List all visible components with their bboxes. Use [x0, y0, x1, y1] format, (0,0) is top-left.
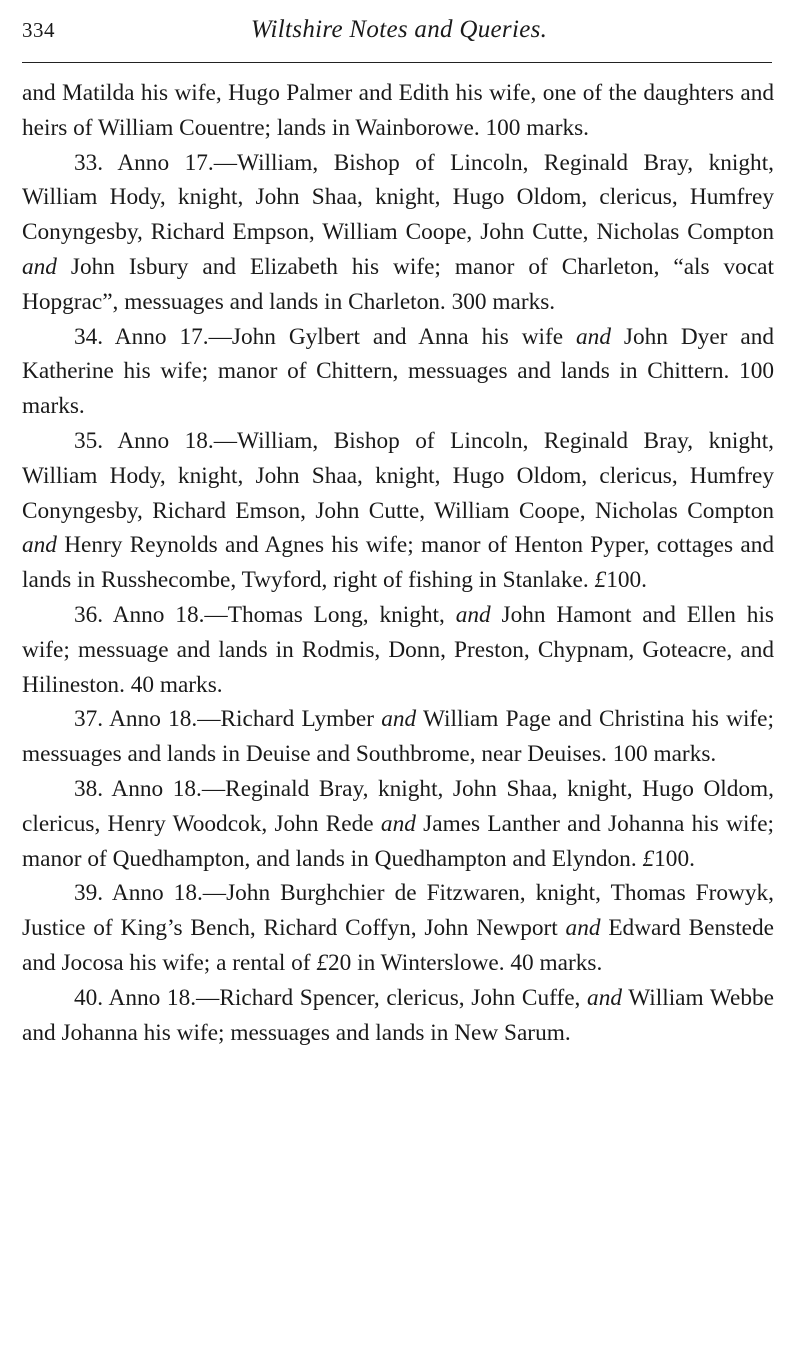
text-run: Henry Reynolds and Agnes his wife; manor of Henton Pyper, cottages and lands in Russhecombe, Twyford, right of fishing in Stanlake. — [22, 532, 774, 594]
body-text — [22, 76, 774, 1050]
text-run: 100. — [654, 845, 695, 872]
text-run: William Page and Christina his wife; messuages and lands in Deuise and Southbrome, near Deuises. 100 marks. — [22, 706, 774, 768]
entry-paragraph — [22, 876, 774, 980]
text-run: John Dyer and Katherine his wife; manor of Chittern, messuages and lands in Chittern. 100 marks. — [22, 323, 774, 420]
entry-paragraph — [22, 146, 774, 320]
italic-text: £ — [594, 567, 607, 594]
entry-paragraph — [22, 772, 774, 876]
continuation-paragraph — [22, 76, 774, 146]
text-run: 34. Anno 17.—John Gylbert and Anna his wife — [74, 323, 577, 350]
text-run: 20 in Winterslowe. 40 marks. — [328, 949, 603, 976]
italic-text: and — [565, 915, 601, 942]
text-run: 35. Anno 18.—William, Bishop of Lincoln, Reginald Bray, knight, William Hody, knight, John Shaa, knight, Hugo Oldom, clericus, Humfrey Conyngesby, Richard Emson, John Cutte, William Coope, Nicholas Compton — [22, 427, 774, 524]
running-head — [22, 14, 776, 50]
italic-text: and — [587, 984, 622, 1011]
italic-text: £ — [642, 845, 655, 872]
italic-text: and — [576, 323, 611, 350]
italic-text: and — [380, 810, 416, 837]
text-run: Edward Benstede and Jocosa his wife; a rental of — [22, 915, 774, 976]
text-run: and Matilda his wife, Hugo Palmer and Edith his wife, one of the daughters and heirs of William Couentre; lands in Wainborowe. 100 marks. — [22, 80, 774, 141]
text-run: 37. Anno 18.—Richard Lymber — [74, 706, 382, 733]
page-number: 334 — [22, 18, 55, 42]
entry-paragraph — [22, 424, 774, 598]
italic-text: and — [455, 601, 491, 628]
italic-text: £ — [316, 949, 329, 976]
text-run: John Hamont and Ellen his wife; messuage and lands in Rodmis, Donn, Preston, Chypnam, Goteacre, and Hilineston. 40 marks. — [22, 601, 774, 698]
text-run: John Isbury and Elizabeth his wife; manor of Charleton, “als vocat Hopgrac”, messuages and lands in Charleton. 300 marks. — [22, 253, 774, 315]
entry-paragraph — [22, 320, 774, 424]
text-run: 100. — [606, 567, 647, 594]
italic-text: and — [381, 706, 417, 733]
entry-paragraph — [22, 981, 774, 1051]
text-run: James Lanther and Johanna his wife; manor of Quedhampton, and lands in Quedhampton and Elyndon. — [22, 810, 775, 872]
entry-paragraph — [22, 702, 774, 772]
text-run: 36. Anno 18.—Thomas Long, knight, — [74, 601, 456, 628]
journal-title: Wiltshire Notes and Queries. — [250, 16, 548, 43]
text-run: 38. Anno 18.—Reginald Bray, knight, John Shaa, knight, Hugo Oldom, clericus, Henry Woodcok, John Rede — [22, 775, 774, 837]
italic-text: and — [22, 253, 57, 280]
text-run: William Webbe and Johanna his wife; messuages and lands in New Sarum. — [22, 984, 774, 1046]
text-run: 40. Anno 18.—Richard Spencer, clericus, John Cuffe, — [74, 984, 588, 1011]
header-rule — [22, 62, 772, 63]
text-run: 33. Anno 17.—William, Bishop of Lincoln, Reginald Bray, knight, William Hody, knight, John Shaa, knight, Hugo Oldom, clericus, Humfrey Conyngesby, Richard Empson, William Coope, John Cutte, Nicholas Compton — [22, 149, 774, 246]
entry-paragraph — [22, 598, 774, 702]
text-run: 39. Anno 18.—John Burghchier de Fitzwaren, knight, Thomas Frowyk, Justice of King’s Bench, Richard Coffyn, John Newport — [22, 880, 774, 942]
italic-text: and — [22, 532, 57, 559]
